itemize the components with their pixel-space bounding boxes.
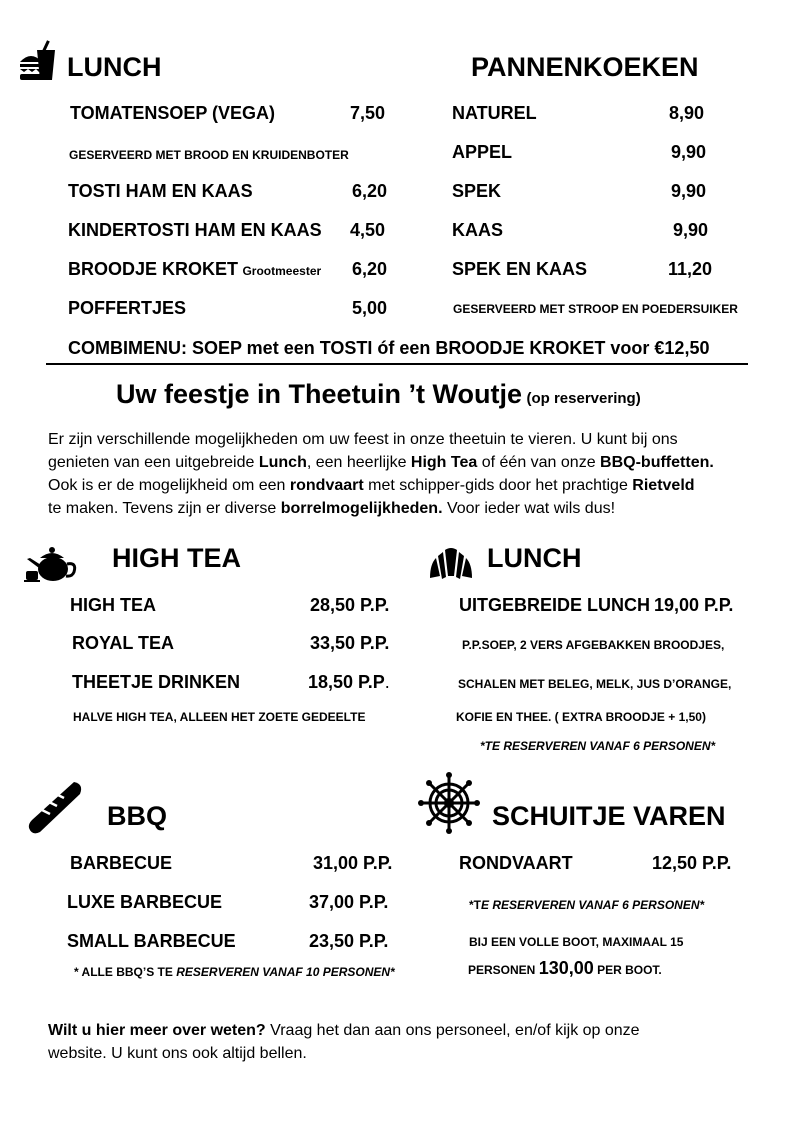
high-tea-note: HALVE HIGH TEA, ALLEEN HET ZOETE GEDEELTE xyxy=(73,710,366,724)
baguette-icon xyxy=(26,778,86,836)
text: Voor ieder wat wils dus! xyxy=(442,500,616,517)
lunch-item-name: POFFERTJES xyxy=(68,298,187,318)
lunch-package-price: 19,00 P.P. xyxy=(654,595,734,615)
croissant-icon xyxy=(428,546,474,582)
text-bold: Wilt u hier meer over weten? xyxy=(48,1022,266,1039)
lunch-package-title: LUNCH xyxy=(487,543,582,573)
high-tea-item-name: THEETJE DRINKEN xyxy=(72,672,241,692)
feest-subtitle: (op reservering) xyxy=(526,390,641,407)
text-bold: BBQ-buffetten. xyxy=(600,454,714,471)
lunch-title: LUNCH xyxy=(67,52,162,82)
pannenkoeken-title: PANNENKOEKEN xyxy=(471,52,699,82)
lunch-item-price: 5,00 xyxy=(352,298,388,318)
footer-line xyxy=(48,1019,758,1042)
text-bold: rondvaart xyxy=(289,477,364,494)
pannenkoek-price: 9,90 xyxy=(673,220,709,240)
lunch-item-name: TOMATENSOEP (VEGA) xyxy=(70,103,276,123)
footer-line: website. U kunt ons ook altijd bellen. xyxy=(48,1045,307,1062)
feest-line xyxy=(48,451,758,474)
text-bold: High Tea xyxy=(410,454,478,471)
lunch-item-price: 7,50 xyxy=(350,103,386,123)
text-bold: borrelmogelijkheden. xyxy=(280,500,443,517)
bbq-item-price: 37,00 P.P. xyxy=(309,892,389,912)
schuitje-title: SCHUITJE VAREN xyxy=(492,801,726,831)
text: Vraag het dan aan ons personeel, en/of kijk op onze xyxy=(265,1022,640,1039)
pannenkoek-price: 11,20 xyxy=(668,259,713,279)
bbq-item-name: BARBECUE xyxy=(70,853,173,873)
high-tea-item-price: 28,50 P.P. xyxy=(310,595,390,615)
bbq-item-name: SMALL BARBECUE xyxy=(67,931,236,951)
lunch-item-price: 4,50 xyxy=(350,220,386,240)
text: PERSONEN xyxy=(468,963,539,977)
lunch-item-kroket xyxy=(68,259,321,280)
schuitje-capacity: BIJ EEN VOLLE BOOT, MAXIMAAL 15 xyxy=(469,935,684,949)
text: , een heerlijke xyxy=(306,454,411,471)
text: met schipper-gids door het prachtige xyxy=(363,477,633,494)
lunch-item-name: KINDERTOSTI HAM EN KAAS xyxy=(68,220,322,240)
high-tea-item-name: HIGH TEA xyxy=(70,595,157,615)
text: * ALLE BBQ’S TE xyxy=(74,965,177,979)
bbq-item-price: 31,00 P.P. xyxy=(313,853,393,873)
lunch-package-note: *TE RESERVEREN VANAF 6 PERSONEN* xyxy=(480,739,716,753)
lunch-package-desc: P.P.SOEP, 2 VERS AFGEBAKKEN BROODJES, xyxy=(462,638,725,652)
lunch-item-price: 6,20 xyxy=(352,259,388,279)
feest-paragraph xyxy=(48,428,758,520)
text: Ook is er de mogelijkheid om een xyxy=(48,477,290,494)
fast-food-icon xyxy=(18,38,58,82)
bbq-item-name: LUXE BARBECUE xyxy=(67,892,223,912)
text: of één van onze xyxy=(477,454,601,471)
text: *T xyxy=(469,898,481,912)
lunch-package-desc: SCHALEN MET BELEG, MELK, JUS D’ORANGE, xyxy=(458,677,732,691)
text: Er zijn verschillende mogelijkheden om uw feest in onze theetuin te vieren. U kunt bij ons xyxy=(48,431,678,448)
text-bold: Lunch xyxy=(258,454,307,471)
text: te maken. Tevens zijn er diverse xyxy=(48,500,281,517)
pannenkoek-name: SPEK xyxy=(452,181,502,201)
lunch-item-name: TOSTI HAM EN KAAS xyxy=(68,181,253,201)
pannenkoek-name: NATUREL xyxy=(452,103,537,123)
feest-title: Uw feestje in Theetuin ’t Woutje xyxy=(116,379,523,409)
high-tea-item-price: 18,50 P.P xyxy=(308,672,385,692)
text-italic: RESERVEREN VANAF 10 PERSONEN* xyxy=(176,965,395,979)
footer xyxy=(48,1019,758,1065)
feest-line xyxy=(48,428,758,451)
schuitje-item-name: RONDVAART xyxy=(459,853,573,873)
pannenkoek-name: SPEK EN KAAS xyxy=(452,259,588,279)
price-dot: . xyxy=(384,672,390,692)
lunch-soup-note: GESERVEERD MET BROOD EN KRUIDENBOTER xyxy=(69,148,349,162)
feest-line xyxy=(48,474,758,497)
pannenkoeken-note: GESERVEERD MET STROOP EN POEDERSUIKER xyxy=(453,302,738,316)
combimenu: COMBIMENU: SOEP met een TOSTI óf een BROODJE KROKET voor €12,50 xyxy=(68,338,710,358)
bbq-note xyxy=(74,963,395,981)
pannenkoek-price: 9,90 xyxy=(671,142,707,162)
schuitje-note xyxy=(469,896,704,914)
high-tea-item-price: 33,50 P.P. xyxy=(310,633,390,653)
text-italic: E RESERVEREN VANAF 6 PERSONEN* xyxy=(481,898,705,912)
text-bold: Rietveld xyxy=(632,477,695,494)
boat-price: 130,00 xyxy=(538,958,594,978)
lunch-item-price: 6,20 xyxy=(352,181,388,201)
pannenkoek-name: APPEL xyxy=(452,142,513,162)
high-tea-price-wrap xyxy=(308,672,390,693)
schuitje-boat-price xyxy=(468,958,662,979)
section-divider xyxy=(46,363,748,365)
bbq-item-price: 23,50 P.P. xyxy=(309,931,389,951)
pannenkoek-price: 9,90 xyxy=(671,181,707,201)
ship-wheel-icon xyxy=(416,771,482,835)
text: genieten van een uitgebreide xyxy=(48,454,259,471)
lunch-item-suffix: Grootmeester xyxy=(242,264,322,278)
teapot-icon xyxy=(24,546,80,584)
lunch-package-name: UITGEBREIDE LUNCH xyxy=(459,595,651,615)
pannenkoek-name: KAAS xyxy=(452,220,504,240)
schuitje-item-price: 12,50 P.P. xyxy=(652,853,732,873)
feest-line xyxy=(48,497,758,520)
feest-heading xyxy=(116,379,641,410)
lunch-item-name: BROODJE KROKET xyxy=(68,259,239,279)
high-tea-title: HIGH TEA xyxy=(112,543,242,573)
text: PER BOOT. xyxy=(593,963,662,977)
pannenkoek-price: 8,90 xyxy=(669,103,705,123)
bbq-title: BBQ xyxy=(107,801,167,831)
high-tea-item-name: ROYAL TEA xyxy=(72,633,175,653)
lunch-package-desc: KOFIE EN THEE. ( EXTRA BROODJE + 1,50) xyxy=(456,710,706,724)
